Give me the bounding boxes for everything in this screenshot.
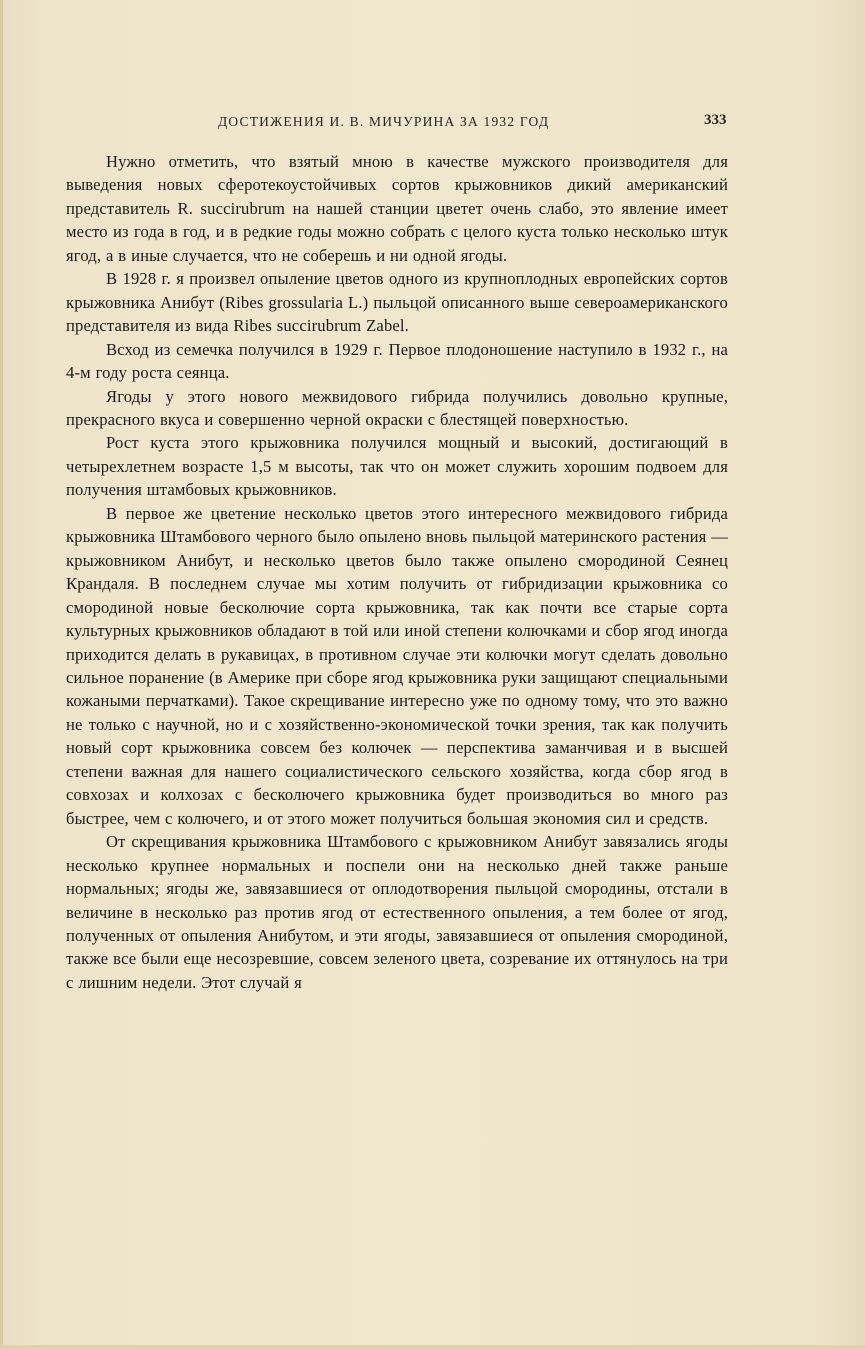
page-bottom-edge — [0, 1345, 865, 1349]
page-number: 333 — [704, 112, 727, 128]
paragraph: Нужно отметить, что взятый мною в качестве мужского производителя для выведения новых сферотекоустойчивых сортов крыжовников дикий американский представитель R. succirubrum на нашей станции цветет очень слабо, это явление имеет место из года в год, и в редкие годы можно собрать с целого куста только несколько штук ягод, а в иные случается, что не соберешь и ни одной ягоды. — [66, 152, 728, 265]
page-header — [0, 114, 865, 136]
paragraph: В первое же цветение несколько цветов этого интересного межвидового гибрида крыжовника Штамбового черного было опылено вновь пыльцой материнского растения — крыжовником Анибут, и несколько цветов было также опылено смородиной Сеянец Крандаля. В последнем случае мы хотим получить от гибридизации крыжовника со смородиной новые бесколючие сорта крыжовника, так как почти все старые сорта культурных крыжовников обладают в той или иной степени колючками и сбор ягод иногда приходится делать в рукавицах, в противном случае эти колючки могут сделать довольно сильное поранение (в Америке при сборе ягод крыжовника руки защищают специальными кожаными перчатками). Такое скрещивание интересно уже по одному тому, что это важно не только с научной, но и с хозяйственно-экономической точки зрения, так как получить новый сорт крыжовника совсем без колючек — перспектива заманчивая и в высшей степени важная для нашего социалистического сельского хозяйства, когда сбор ягод в совхозах и колхозах с бесколючего крыжовника будет производиться во много раз быстрее, чем с колючего, и от этого может получиться большая экономия сил и средств. — [66, 503, 728, 828]
body-text — [66, 150, 728, 994]
paragraph: Рост куста этого крыжовника получился мощный и высокий, достигающий в четырехлетнем возрасте 1,5 м высоты, так что он может служить хорошим подвоем для получения штамбовых крыжовников. — [66, 433, 728, 500]
running-title: ДОСТИЖЕНИЯ И. В. МИЧУРИНА ЗА 1932 ГОД — [218, 114, 550, 129]
paragraph: В 1928 г. я произвел опыление цветов одного из крупноплодных европейских сортов крыжовника Анибут (Ribes grossularia L.) пыльцой описанного выше североамериканского представителя из вида Ribes succirubrum Zabel. — [66, 269, 728, 336]
paragraph: От скрещивания крыжовника Штамбового с крыжовником Анибут завязались ягоды несколько крупнее нормальных и поспели они на несколько дней также раньше нормальных; ягоды же, завязавшиеся от оплодотворения пыльцой смородины, отстали в величине в несколько раз против ягод от естественного опыления, а тем более от ягод, полученных от опыления Анибутом, и эти ягоды, завязавшиеся от опыления смородиной, также все были еще несозревшие, совсем зеленого цвета, созревание их оттянулось на три с лишним недели. Этот случай я — [66, 832, 728, 992]
paragraph: Ягоды у этого нового межвидового гибрида получились довольно крупные, прекрасного вкуса и совершенно черной окраски с блестящей поверхностью. — [66, 386, 728, 429]
page-left-edge — [0, 0, 3, 1349]
paragraph: Всход из семечка получился в 1929 г. Первое плодоношение наступило в 1932 г., на 4-м году роста сеянца. — [66, 339, 728, 383]
